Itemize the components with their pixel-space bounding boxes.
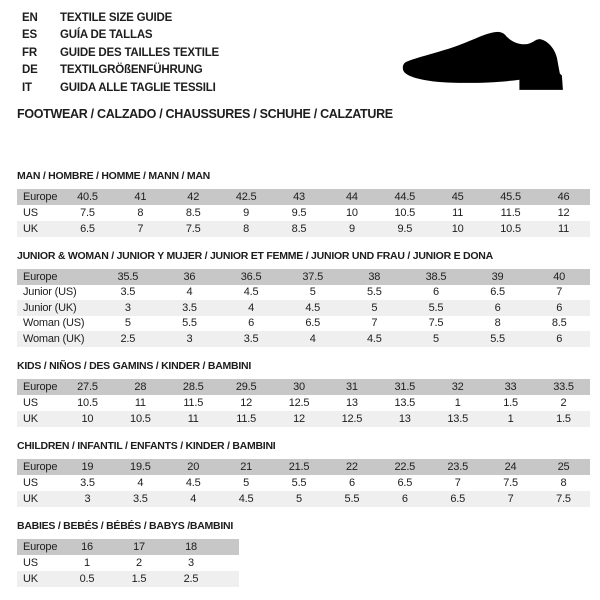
size-cell: 2: [560, 396, 567, 409]
row-label-cell: Europe: [17, 269, 97, 285]
size-table-title: JUNIOR & WOMAN / JUNIOR Y MUJER / JUNIOR ET FEMME / JUNIOR UND FRAU / JUNIOR E DONA: [17, 250, 493, 262]
size-cell: 5.5: [467, 331, 529, 347]
size-cell: 10.5: [484, 221, 537, 237]
size-cell: 7.5: [167, 221, 220, 237]
size-table-section: [17, 360, 590, 427]
size-cell: 33: [484, 379, 537, 395]
size-cell: 19: [61, 459, 114, 475]
size-cell: 6.5: [305, 317, 321, 330]
table-row: [17, 491, 590, 507]
size-cell: 0.5: [61, 571, 113, 587]
size-cell: 31.5: [378, 379, 431, 395]
table-row: [17, 555, 239, 571]
size-cell: 4.5: [220, 491, 273, 507]
size-cell: 4: [186, 286, 193, 299]
size-cell: 28.5: [167, 379, 220, 395]
size-table-title: KIDS / NIÑOS / DES GAMINS / KINDER / BAMBINI: [17, 359, 252, 372]
language-title: GUIDE DES TAILLES TEXTILE: [60, 46, 219, 59]
size-cell: 3.5: [159, 300, 221, 316]
size-cell: 12: [557, 207, 570, 219]
size-cell: 4.5: [282, 300, 344, 316]
table-row: [17, 331, 590, 347]
language-code: DE: [22, 64, 38, 77]
spacer-cell: [217, 555, 239, 571]
size-cell: 22: [325, 459, 378, 475]
size-cell: 7: [371, 317, 378, 330]
size-cell: 8.5: [185, 207, 201, 219]
table-row: [17, 316, 590, 332]
row-label-cell: US: [23, 556, 38, 569]
size-cell: 10.5: [77, 396, 98, 409]
size-table: [17, 459, 590, 507]
size-cell: 1: [84, 556, 90, 569]
size-cell: 10: [345, 207, 358, 219]
size-cell: 7: [484, 491, 537, 507]
size-cell: 4: [137, 476, 144, 489]
size-cell: 37.5: [282, 269, 344, 285]
size-cell: 11.5: [500, 207, 521, 219]
size-cell: 3.5: [120, 286, 136, 299]
size-cell: 4.5: [243, 286, 259, 299]
size-cell: 8.5: [551, 317, 567, 330]
size-table: [17, 379, 590, 427]
size-cell: 27.5: [61, 379, 114, 395]
size-cell: 39: [467, 269, 529, 285]
size-cell: 2: [136, 556, 142, 569]
size-cell: 1.5: [537, 411, 590, 427]
size-cell: 40.5: [61, 189, 114, 205]
size-cell: 5: [124, 317, 131, 330]
table-row: [17, 475, 590, 491]
size-cell: 45: [431, 189, 484, 205]
size-cell: 7.5: [503, 476, 518, 489]
size-cell: 11.5: [220, 411, 273, 427]
size-cell: 21.5: [273, 459, 326, 475]
size-cell: 17: [113, 539, 165, 555]
size-cell: 2.5: [165, 571, 217, 587]
size-cell: 28: [114, 379, 167, 395]
size-table-title: CHILDREN / INFANTIL / ENFANTS / KINDER / BAMBINI: [17, 439, 276, 452]
size-cell: 3: [188, 556, 194, 569]
language-row: [22, 27, 219, 44]
size-cell: 40: [528, 269, 590, 285]
size-cell: 12: [240, 396, 253, 409]
size-cell: 9.5: [378, 221, 431, 237]
size-cell: 3.5: [220, 331, 282, 347]
size-cell: 1: [484, 411, 537, 427]
size-cell: 3: [97, 300, 159, 316]
size-cell: 6: [528, 300, 590, 316]
size-cell: 10.5: [394, 207, 416, 219]
language-title: GUÍA DE TALLAS: [60, 29, 153, 42]
row-label-cell: Europe: [17, 459, 61, 475]
size-table-section: [17, 170, 590, 237]
size-cell: 13: [345, 396, 358, 409]
size-cell: 22.5: [378, 459, 431, 475]
size-cell: 8: [220, 221, 273, 237]
size-cell: 3: [61, 491, 114, 507]
table-header-row: [17, 189, 590, 205]
language-code: IT: [22, 81, 32, 94]
size-cell: 6: [528, 331, 590, 347]
size-tables: [17, 170, 590, 587]
size-cell: 33.5: [537, 379, 590, 395]
size-cell: 8: [560, 476, 567, 489]
size-cell: 6: [248, 317, 255, 330]
size-cell: 9.5: [291, 207, 307, 219]
size-cell: 4: [167, 491, 220, 507]
size-cell: 4: [282, 331, 344, 347]
size-cell: 31: [325, 379, 378, 395]
size-cell: 6: [378, 491, 431, 507]
size-cell: 32: [431, 379, 484, 395]
table-header-row: [17, 459, 590, 475]
size-table-section: [17, 440, 590, 507]
size-cell: 1.5: [503, 396, 518, 409]
size-cell: 24: [484, 459, 537, 475]
language-code: ES: [22, 29, 37, 42]
size-cell: 44.5: [378, 189, 431, 205]
size-cell: 12.5: [288, 396, 310, 409]
size-cell: 8.5: [273, 221, 326, 237]
size-cell: 6.5: [431, 491, 484, 507]
size-cell: 13.5: [431, 411, 484, 427]
size-cell: 4.5: [344, 331, 406, 347]
size-cell: 18: [165, 539, 217, 555]
size-cell: 25: [537, 459, 590, 475]
row-label-cell: Junior (US): [23, 286, 77, 299]
table-row: [17, 205, 590, 221]
language-list: [22, 10, 219, 97]
row-label-cell: Europe: [17, 379, 61, 395]
table-row: [17, 285, 590, 301]
size-cell: 6.5: [397, 476, 413, 489]
language-row: [22, 10, 219, 27]
size-cell: 9: [243, 207, 250, 219]
table-header-row: [17, 269, 590, 285]
size-cell: 8: [137, 207, 144, 219]
size-cell: 13: [378, 411, 431, 427]
size-cell: 7.5: [428, 317, 444, 330]
row-label-cell: UK: [17, 491, 61, 507]
size-table: [17, 189, 590, 237]
size-cell: 44: [325, 189, 378, 205]
size-cell: 19.5: [114, 459, 167, 475]
size-cell: 5.5: [405, 300, 467, 316]
size-cell: 42.5: [220, 189, 273, 205]
size-cell: 11: [537, 221, 590, 237]
row-label-cell: US: [23, 476, 38, 489]
shoe-icon: [398, 30, 570, 93]
language-title: TEXTILE SIZE GUIDE: [60, 12, 173, 24]
size-cell: 5.5: [291, 476, 307, 489]
size-cell: 6: [467, 300, 529, 316]
row-label-cell: UK: [17, 221, 61, 237]
size-cell: 5: [405, 331, 467, 347]
language-title: TEXTILGRÖßENFÜHRUNG: [60, 64, 203, 77]
size-cell: 9: [325, 221, 378, 237]
size-cell: 35.5: [97, 269, 159, 285]
table-header-row: [17, 539, 239, 555]
size-cell: 29.5: [220, 379, 273, 395]
size-cell: 5: [273, 491, 326, 507]
row-label-cell: UK: [17, 411, 61, 427]
size-cell: 2.5: [97, 331, 159, 347]
size-cell: 6.5: [490, 286, 505, 299]
size-cell: 5: [309, 286, 316, 299]
size-cell: 12: [273, 411, 326, 427]
spacer-cell: [217, 539, 239, 555]
language-title: GUIDA ALLE TAGLIE TESSILI: [60, 81, 216, 94]
size-cell: 11: [167, 411, 220, 427]
row-label-cell: Woman (US): [23, 317, 85, 330]
size-cell: 38.5: [405, 269, 467, 285]
size-cell: 7.5: [80, 207, 95, 219]
size-cell: 38: [344, 269, 406, 285]
size-cell: 7: [556, 286, 563, 299]
size-cell: 3: [159, 331, 221, 347]
size-cell: 43: [273, 189, 326, 205]
size-cell: 5: [344, 300, 406, 316]
table-row: [17, 221, 590, 237]
size-cell: 8: [494, 317, 501, 330]
size-cell: 10: [61, 411, 114, 427]
size-cell: 11.5: [183, 396, 204, 409]
size-table-section: [17, 250, 590, 347]
row-label-cell: US: [23, 207, 38, 219]
size-cell: 1: [454, 396, 461, 409]
language-code: FR: [22, 46, 37, 59]
size-table: [17, 269, 590, 347]
size-cell: 5.5: [366, 286, 382, 299]
size-cell: 10: [431, 221, 484, 237]
language-row: [22, 45, 219, 62]
table-row: [17, 571, 239, 587]
size-cell: 6.5: [61, 221, 114, 237]
size-cell: 36.5: [220, 269, 282, 285]
language-row: [22, 62, 219, 79]
size-cell: 1.5: [113, 571, 165, 587]
size-cell: 11: [134, 396, 146, 409]
language-code: EN: [22, 12, 38, 24]
size-cell: 12.5: [325, 411, 378, 427]
size-cell: 5.5: [325, 491, 378, 507]
size-cell: 5.5: [182, 317, 197, 330]
size-cell: 45.5: [484, 189, 537, 205]
footwear-heading: FOOTWEAR / CALZADO / CHAUSSURES / SCHUHE / CALZATURE: [17, 107, 393, 121]
size-table-section: [17, 520, 590, 587]
size-cell: 11: [452, 207, 464, 219]
size-cell: 46: [537, 189, 590, 205]
spacer-cell: [217, 571, 239, 587]
row-label-cell: US: [23, 396, 38, 409]
size-cell: 3.5: [80, 476, 95, 489]
size-cell: 10.5: [114, 411, 167, 427]
size-cell: 5: [243, 476, 250, 489]
table-row: [17, 411, 590, 427]
size-cell: 16: [61, 539, 113, 555]
size-cell: 42: [167, 189, 220, 205]
size-cell: 13.5: [394, 396, 416, 409]
size-cell: 4.5: [185, 476, 201, 489]
size-table-title: BABIES / BEBÉS / BÉBÉS / BABYS /BAMBINI: [17, 519, 234, 532]
table-row: [17, 395, 590, 411]
table-header-row: [17, 379, 590, 395]
size-cell: 3.5: [114, 491, 167, 507]
row-label-cell: Woman (UK): [17, 331, 97, 347]
size-cell: 7: [454, 476, 461, 489]
row-label-cell: Europe: [17, 539, 61, 555]
row-label-cell: Junior (UK): [17, 300, 97, 316]
size-cell: 23.5: [431, 459, 484, 475]
row-label-cell: UK: [17, 571, 61, 587]
size-cell: 6: [432, 286, 439, 299]
size-table: [17, 539, 239, 587]
size-cell: 36: [159, 269, 221, 285]
row-label-cell: Europe: [17, 189, 61, 205]
size-cell: 30: [273, 379, 326, 395]
size-cell: 21: [220, 459, 273, 475]
size-cell: 7.5: [537, 491, 590, 507]
size-cell: 4: [220, 300, 282, 316]
language-row: [22, 80, 219, 97]
size-cell: 20: [167, 459, 220, 475]
size-cell: 7: [114, 221, 167, 237]
size-table-title: MAN / HOMBRE / HOMME / MANN / MAN: [17, 170, 210, 182]
size-cell: 6: [348, 476, 355, 489]
table-row: [17, 300, 590, 316]
size-cell: 41: [114, 189, 167, 205]
